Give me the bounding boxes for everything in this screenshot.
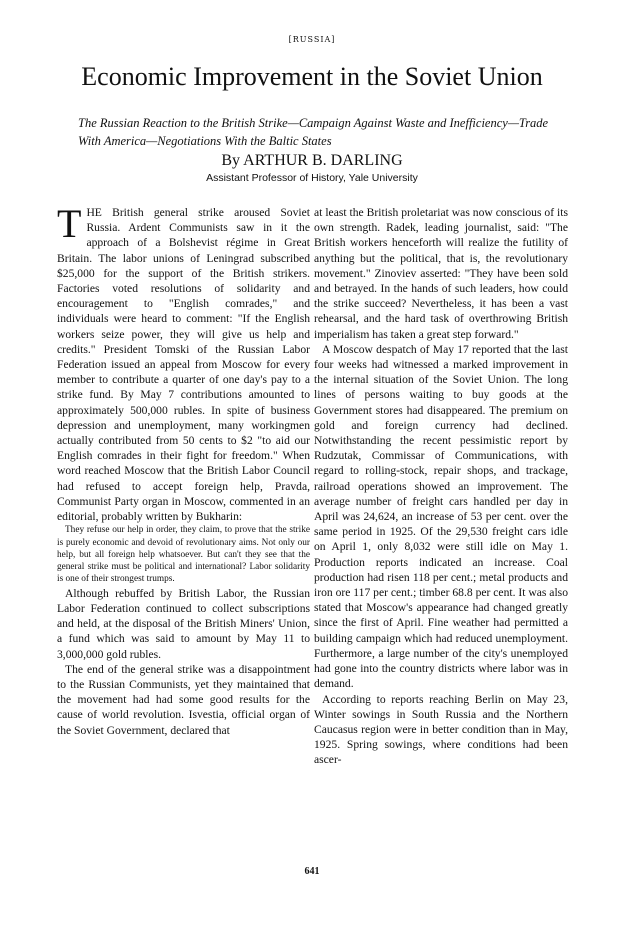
paragraph (57, 201, 310, 524)
author-affiliation: Assistant Professor of History, Yale University (206, 172, 418, 184)
paragraph: A Moscow despatch of May 17 reported that the last four weeks had witnessed a marked improvement in the internal situation of the Soviet Union. The long lines of persons waiting to buy goods at the Government stores had disappeared. The premium on gold and foreign currency had declined. Notwithstanding the recent pessimistic report by Rudzutak, Commissar of Communications, with regard to rolling-stock, repair shops, and trackage, railroad operations showed an improvement. The average number of freight cars handled per day in April was 24,624, an increase of 53 per cent. over the same period in 1925. Of the 29,530 freight cars idle on April 1, only 8,032 were still idle on May 1. Production reports indicated an increase. Coal production had risen 118 per cent.; metal products and iron ore 117 per cent.; timber 68.8 per cent. It was also stated that Moscow's appearance had changed greatly since the first of April. Fine weather had permitted a building campaign which had reduced unemployment. Furthermore, a large number of the city's unemployed had gone into the country districts where labor was in demand. (314, 342, 568, 691)
article-subtitle: The Russian Reaction to the British Strike—Campaign Against Waste and Inefficiency—Trade With America—Negotiations With the Baltic States (78, 116, 549, 148)
byline: By ARTHUR B. DARLING (221, 152, 403, 169)
paragraph: at least the British proletariat was now conscious of its own strength. Radek, leading journalist, said: "The British workers henceforth will realize the futility of anything but the political, that is, the revolutionary movement." Zinoviev asserted: "They have been sold and betrayed. In the hands of such leaders, how could the strike succeed? Nevertheless, it has been a vast rehearsal, and the hard task of overthrowing British imperialism has taken a great step forward." (314, 206, 568, 341)
article-title: Economic Improvement in the Soviet Union (81, 62, 543, 91)
left-column (57, 201, 310, 738)
block-quote: They refuse our help in order, they claim, to prove that the strike is purely economic and devoid of revolutionary aims. Not only our help, but all foreign help whatsoever. But can't they see that the general strike must be political and international? Labor solidarity is one of their strongest trumps. (57, 525, 310, 585)
paragraph: Although rebuffed by British Labor, the Russian Labor Federation continued to collect subscriptions and held, at the disposal of the British Miners' Union, a fund which was said to amount by May 11 to 3,000,000 gold rubles. (57, 586, 310, 661)
paragraph: The end of the general strike was a disappointment to the Russian Communists, yet they maintained that the movement had had some good results for the cause of world revolution. Isvestia, official organ of the Soviet Government, declared that (57, 662, 310, 737)
page-number: 641 (304, 866, 320, 877)
drop-cap: T (57, 201, 82, 246)
paragraph: According to reports reaching Berlin on May 23, Winter sowings in South Russia and the Northern Caucasus region were in better condition than in May, 1925. Spring sowings, where conditions had been ascer- (314, 692, 568, 767)
right-column (314, 205, 568, 768)
paragraph-text: HE British general strike aroused Soviet Russia. Ardent Communists saw in it the approach of a Bolshevist régime in Great Britain. The labor unions of Leningrad subscribed $25,000 for the support of the British strikers. Factories voted resolutions of solidarity and encouragement to "English comrades," and individuals were heard to comment: "If the English workers seize power, they will give us help and credits." President Tomski of the Russian Labor Federation issued an appeal from Moscow for every member to contribute a quarter of one day's pay to a strike fund. By May 7 contributions amounted to approximately 500,000 rubles. In spite of business depression and unemployment, many workingmen actually contributed from 50 cents to $2 "to aid our English comrades in their fight for freedom." When word reached Moscow that the British Labor Council had refused to accept foreign help, Pravda, Communist Party organ in Moscow, commented in an editorial, probably written by Bukharin: (57, 206, 310, 524)
section-tag: [RUSSIA] (288, 35, 336, 44)
